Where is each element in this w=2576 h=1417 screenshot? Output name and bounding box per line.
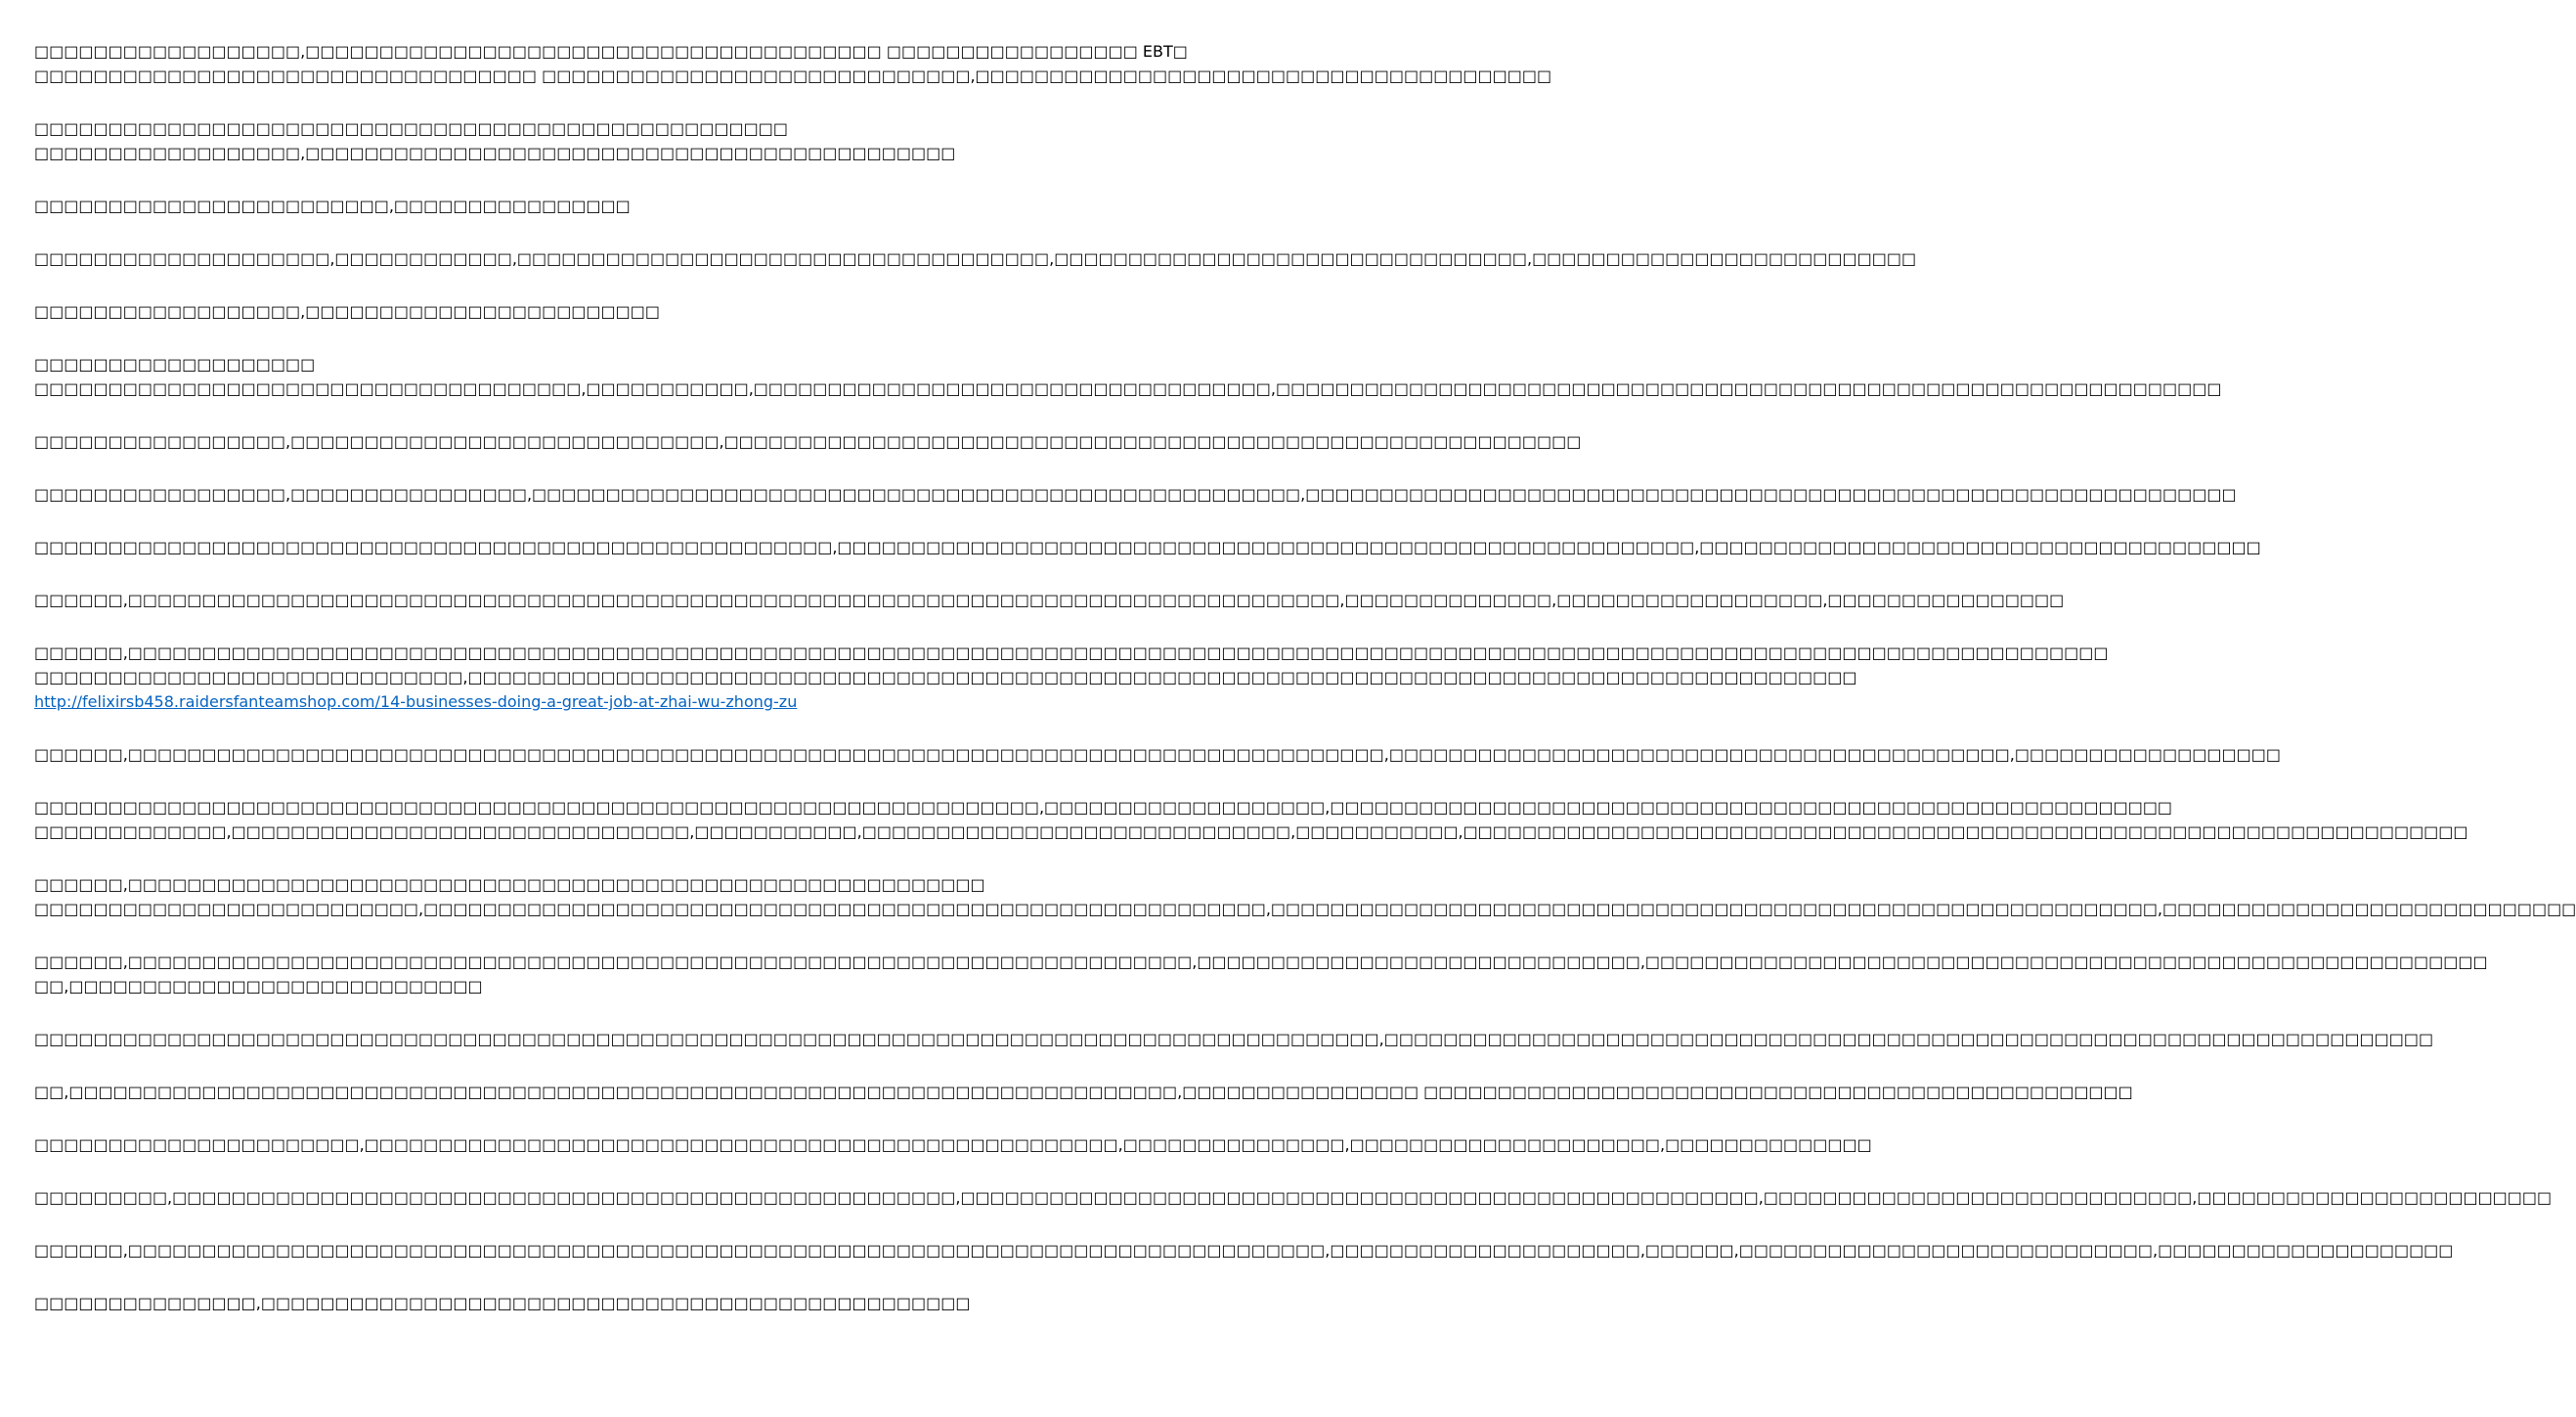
paragraph-21 — [34, 1291, 971, 1315]
text-line: □□□□□□□□□□□□□□□□□□□□,□□□□□□□□□□□□,□□□□□□□□□□□□□□□□□□□□□□□□□□□□□□□□□□□□,□□□□□□□□□□□□□□□□□□□□□□□□□□□□□□□□,□□□□□□□□□□□□□□□□□□□□□□□□□□ — [34, 249, 1917, 268]
text-line: □□□□□□□□□□□□□,□□□□□□□□□□□□□□□□□□□□□□□□□□□□□□□,□□□□□□□□□□□,□□□□□□□□□□□□□□□□□□□□□□□□□□□□□,□□□□□□□□□□□,□□□□□□□□□□□□□□□□□□□□□□□□□□□□□□□□□□□□□□□□□□□□□□□□□□□□□□□□□□□□□□□□□□□□ — [34, 822, 2468, 841]
paragraph-14 — [34, 872, 2576, 921]
text-line: □□□□□□□□□□□□□□□□□□□□□□□□□□□□□□□□□□□□□□□□□□□□□□□□□□□□□□□□□□□□□□□□□□□□,□□□□□□□□□□□□□□□□□□□,□□□□□□□□□□□□□□□□□□□□□□□□□□□□□□□□□□□□□□□□□□□□□□□□□□□□□□□□□ — [34, 798, 2173, 817]
text-line: □□,□□□□□□□□□□□□□□□□□□□□□□□□□□□□□□□□□□□□□□□□□□□□□□□□□□□□□□□□□□□□□□□□□□□□□□□□□□□,□□□□□□□□□□□□□□□□ □□□□□□□□□□□□□□□□□□□□□□□□□□□□□□□□□□□□□□□□□□□□□□□□ — [34, 1083, 2133, 1101]
paragraph-1 — [34, 39, 1552, 88]
paragraph-18 — [34, 1132, 1872, 1157]
text-line: □□□□□□□□□□□□□□□□□,□□□□□□□□□□□□□□□□,□□□□□□□□□□□□□□□□□□□□□□□□□□□□□□□□□□□□□□□□□□□□□□□□□□□□,□□□□□□□□□□□□□□□□□□□□□□□□□□□□□□□□□□□□□□□□□□□□□□□□□□□□□□□□□□□□□□□ — [34, 485, 2237, 504]
paragraph-17 — [34, 1080, 2133, 1104]
paragraph-2 — [34, 116, 968, 165]
paragraph-4 — [34, 246, 1917, 271]
paragraph-12 — [34, 742, 2281, 767]
paragraph-13 — [34, 795, 2468, 844]
text-line: □□□□□□□□□□□□□□□□□□□□□□□□,□□□□□□□□□□□□□□□□ — [34, 197, 631, 215]
text-line: □□□□□□□□□□□□□□□□□□□□□□□□□□,□□□□□□□□□□□□□□□□□□□□□□□□□□□□□□□□□□□□□□□□□□□□□□□□□□□□□□□□□,□□□□□□□□□□□□□□□□□□□□□□□□□□□□□□□□□□□□□□□□□□□□□□□□□□□□□□□□□□□□,□□□□□□□□□□□□□□□□□□□□□□□□□□□□ — [34, 900, 2576, 918]
paragraph-16 — [34, 1027, 2434, 1051]
text-line: □□□□□□□□□□□□□□□□□□□□□□□□□□□□□,□□□□□□□□□□□□□□□□□□□□□□□□□□□□□□□□□□□□□□□□□□□□□□□□□□□□□□□□□□□□□□□□□□□□□□□□□□□□□□□□□□□□□□□□□□□□□□ — [34, 668, 1857, 686]
external-link[interactable]: http://felixirsb458.raidersfanteamshop.com/14-businesses-doing-a-great-job-at-zhai-wu-zhong-zu — [34, 692, 798, 711]
paragraph-11 — [34, 641, 2109, 714]
paragraph-6 — [34, 352, 2222, 401]
text-line: □□□□□□□□□□□□□□□,□□□□□□□□□□□□□□□□□□□□□□□□□□□□□□□□□□□□□□□□□□□□□□□□ — [34, 1294, 971, 1312]
text-line: □□□□□□□□□□□□□□□□□□□ — [34, 355, 316, 374]
document-page — [34, 39, 2576, 1344]
text-line: □□□□□□,□□□□□□□□□□□□□□□□□□□□□□□□□□□□□□□□□□□□□□□□□□□□□□□□□□□□□□□□□□□□□□□□□□□□□□□□□□□□□□□□□□□□□□□□□□□□□□□□□□□□□□□□□□□□□□□□□□□□□□□□□□□□□□□□□□□□□□ — [34, 643, 2109, 662]
text-line: □□□□□□□□□□□□□□□□□,□□□□□□□□□□□□□□□□□□□□□□□□□□□□□,□□□□□□□□□□□□□□□□□□□□□□□□□□□□□□□□□□□□□□□□□□□□□□□□□□□□□□□□□□ — [34, 432, 1582, 451]
text-line: □□,□□□□□□□□□□□□□□□□□□□□□□□□□□□□ — [34, 977, 483, 996]
paragraph-19 — [34, 1185, 2553, 1210]
text-line: □□□□□□,□□□□□□□□□□□□□□□□□□□□□□□□□□□□□□□□□□□□□□□□□□□□□□□□□□□□□□□□□□ — [34, 875, 985, 894]
text-line: □□□□□□,□□□□□□□□□□□□□□□□□□□□□□□□□□□□□□□□□□□□□□□□□□□□□□□□□□□□□□□□□□□□□□□□□□□□□□□□□□□□□□□□□□□□□,□□□□□□□□□□□□□□□□□□□□□□□□□□□□□□□□□□□□□□□□□□,□□□□□□□□□□□□□□□□□□ — [34, 745, 2281, 764]
paragraph-9 — [34, 535, 2261, 559]
paragraph-15 — [34, 950, 2488, 998]
text-line: □□□□□□,□□□□□□□□□□□□□□□□□□□□□□□□□□□□□□□□□□□□□□□□□□□□□□□□□□□□□□□□□□□□□□□□□□□□□□□□□□□□□□□□□,□□□□□□□□□□□□□□□□□□□□□,□□□□□□,□□□□□□□□□□□□□□□□□□□□□□□□□□□□,□□□□□□□□□□□□□□□□□□□□ — [34, 1241, 2454, 1260]
text-line: □□□□□□□□□□□□□□□□□□□□□□□□□□□□□□□□□□□□□□□□□□□□□□□□□□□ — [34, 119, 788, 138]
text-line: □□□□□□,□□□□□□□□□□□□□□□□□□□□□□□□□□□□□□□□□□□□□□□□□□□□□□□□□□□□□□□□□□□□□□□□□□□□□□□□,□□□□□□□□□□□□□□□□□□□□□□□□□□□□□□,□□□□□□□□□□□□□□□□□□□□□□□□□□□□□□□□□□□□□□□□□□□□□□□□□□□□□□□□□ — [34, 952, 2488, 971]
text-line: □□□□□□□□□□□□□□□□□□□□□□□□□□□□□□□□□□□□□□□□□□□□□□□□□□□□□□□□□□□□□□□□□□□□□□□□□□□□□□□□□□□□□□□□□□□,□□□□□□□□□□□□□□□□□□□□□□□□□□□□□□□□□□□□□□□□□□□□□□□□□□□□□□□□□□□□□□□□□□□□□□□ — [34, 1030, 2434, 1048]
paragraph-3 — [34, 194, 968, 218]
paragraph-5 — [34, 299, 968, 324]
paragraph-8 — [34, 482, 2237, 507]
text-line: □□□□□□,□□□□□□□□□□□□□□□□□□□□□□□□□□□□□□□□□□□□□□□□□□□□□□□□□□□□□□□□□□□□□□□□□□□□□□□□□□□□□□□□□□,□□□□□□□□□□□□□□,□□□□□□□□□□□□□□□□□□,□□□□□□□□□□□□□□□□ — [34, 591, 2065, 609]
text-line: □□□□□□□□□□□□□□□□□□,□□□□□□□□□□□□□□□□□□□□□□□□□□□□□□□□□□□□□□□ □□□□□□□□□□□□□□□□□ EBT□ — [34, 42, 1188, 61]
text-line: □□□□□□□□□□□□□□□□□□,□□□□□□□□□□□□□□□□□□□□□□□□ — [34, 302, 661, 321]
paragraph-7 — [34, 429, 1582, 454]
paragraph-10 — [34, 588, 2065, 612]
text-line: □□□□□□□□□□□□□□□□□□□□□□□□□□□□□□□□□□ □□□□□□□□□□□□□□□□□□□□□□□□□□□□□,□□□□□□□□□□□□□□□□□□□□□□□□□□□□□□□□□□□□□□□ — [34, 66, 1552, 85]
text-line: □□□□□□□□□□□□□□□□□□,□□□□□□□□□□□□□□□□□□□□□□□□□□□□□□□□□□□□□□□□□□□□ — [34, 144, 956, 162]
text-line: □□□□□□□□□□□□□□□□□□□□□□□□□□□□□□□□□□□□□,□□□□□□□□□□□,□□□□□□□□□□□□□□□□□□□□□□□□□□□□□□□□□□□,□□□□□□□□□□□□□□□□□□□□□□□□□□□□□□□□□□□□□□□□□□□□□□□□□□□□□□□□□□□□□□□□ — [34, 379, 2222, 398]
text-line: □□□□□□□□□□□□□□□□□□□□□□,□□□□□□□□□□□□□□□□□□□□□□□□□□□□□□□□□□□□□□□□□□□□□□□□□□□,□□□□□□□□□□□□□□□,□□□□□□□□□□□□□□□□□□□□□,□□□□□□□□□□□□□□ — [34, 1135, 1872, 1154]
text-line: □□□□□□□□□,□□□□□□□□□□□□□□□□□□□□□□□□□□□□□□□□□□□□□□□□□□□□□□□□□□□□□,□□□□□□□□□□□□□□□□□□□□□□□□□□□□□□□□□□□□□□□□□□□□□□□□□□□□□□,□□□□□□□□□□□□□□□□□□□□□□□□□□□□□,□□□□□□□□□□□□□□□□□□□□□□□□ — [34, 1188, 2553, 1207]
paragraph-20 — [34, 1238, 2454, 1262]
text-line: □□□□□□□□□□□□□□□□□□□□□□□□□□□□□□□□□□□□□□□□□□□□□□□□□□□□□□,□□□□□□□□□□□□□□□□□□□□□□□□□□□□□□□□□□□□□□□□□□□□□□□□□□□□□□□□□□,□□□□□□□□□□□□□□□□□□□□□□□□□□□□□□□□□□□□□□ — [34, 538, 2261, 556]
